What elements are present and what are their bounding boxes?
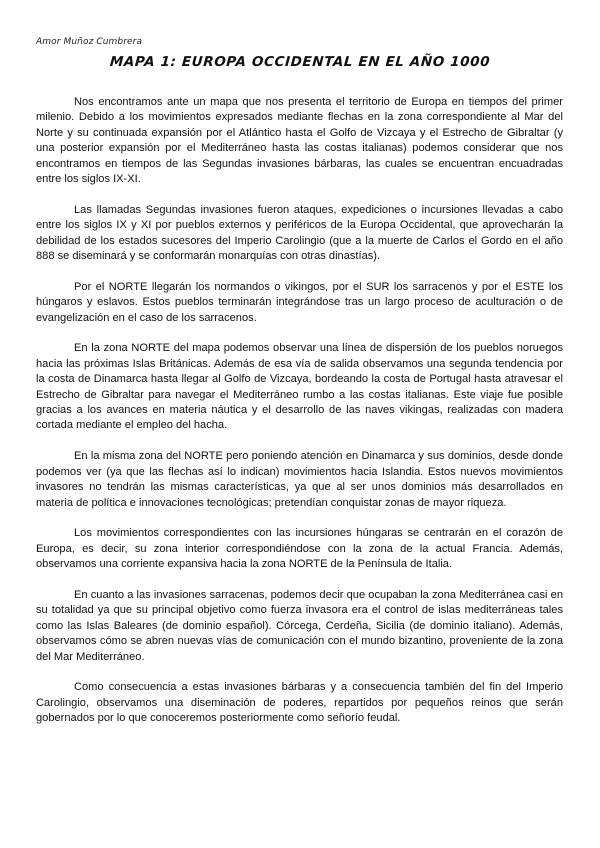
paragraph: Como consecuencia a estas invasiones bárbaras y a consecuencia también del fin del Imperio Carolingio, observamos una diseminación de poderes, repartidos por pequeños reinos que serán gobernados por lo que conoceremos posteriormente como señorío feudal. (36, 681, 563, 725)
paragraph: En la zona NORTE del mapa podemos observar una línea de dispersión de los pueblos noruegos hacia las próximas Islas Británicas. Además de esa vía de salida observamos una segunda tendencia por la costa de Dinamarca hasta llegar al Golfo de Vizcaya, bordeando la costa de Portugal hasta atravesar el Estrecho de Gibraltar para navegar el Mediterráneo rumbo a las costas italianas. Este viaje fue posible gracias a los avances en materia náutica y el desarrollo de las naves vikingas, realizadas con madera cortada mediante el empleo del hacha. (36, 342, 563, 432)
document-body (36, 95, 563, 742)
page-title: MAPA 1: EUROPA OCCIDENTAL EN EL AÑO 1000 (109, 54, 491, 70)
paragraph: Por el NORTE llegarán los normandos o vikingos, por el SUR los sarracenos y por el ESTE los húngaros y eslavos. Estos pueblos terminarán integrándose tras un largo proceso de aculturación o de evangelización en el caso de los sarracenos. (36, 280, 563, 324)
paragraph: Nos encontramos ante un mapa que nos presenta el territorio de Europa en tiempos del primer milenio. Debido a los movimientos expresados mediante flechas en la zona correspondiente al Mar del Norte y su continuada expansión por el Atlántico hasta el Golfo de Vizcaya y el Estrecho de Gibraltar (y una posterior expansión por el Mediterráneo hasta las costas italianas) podemos considerar que nos encontramos en tiempos de las Segundas invasiones bárbaras, las cuales se encuentran encuadradas entre los siglos IX-XI. (36, 96, 563, 186)
paragraph: Los movimientos correspondientes con las incursiones húngaras se centrarán en el corazón de Europa, es decir, su zona interior correspondiéndose con la zona de la actual Francia. Además, observamos una corriente expansiva hacia la zona NORTE de la Península de Italia. (36, 527, 563, 571)
paragraph: Las llamadas Segundas invasiones fueron ataques, expediciones o incursiones llevadas a cabo entre los siglos IX y XI por pueblos externos y periféricos de la Europa Occidental, que aprovecharán la debilidad de los estados sucesores del Imperio Carolingio (que a la muerte de Carlos el Gordo en el año 888 se diseminará y se conformarán monarquías con otras dinastías). (36, 203, 563, 263)
author-name: Amor Muñoz Cumbrera (36, 37, 143, 47)
paragraph: En cuanto a las invasiones sarracenas, podemos decir que ocupaban la zona Mediterránea casi en su totalidad ya que su principal objetivo como fuerza invasora era el control de islas mediterráneas tales como las Islas Baleares (de dominio español). Córcega, Cerdeña, Sicilia (de dominio italiano). Además, observamos cómo se abren nuevas vías de comunicación con el mundo bizantino, proveniente de la zona del Mar Mediterráneo. (36, 588, 563, 663)
paragraph: En la misma zona del NORTE pero poniendo atención en Dinamarca y sus dominios, desde donde podemos ver (ya que las flechas así lo indican) movimientos hacia Islandia. Estos nuevos movimientos invasores no tendrán las mismas características, ya que al ser unos dominios más desarrollados en materia de política e innovaciones tecnológicas; pretendían conquistar zonas de mayor riqueza. (36, 450, 563, 509)
